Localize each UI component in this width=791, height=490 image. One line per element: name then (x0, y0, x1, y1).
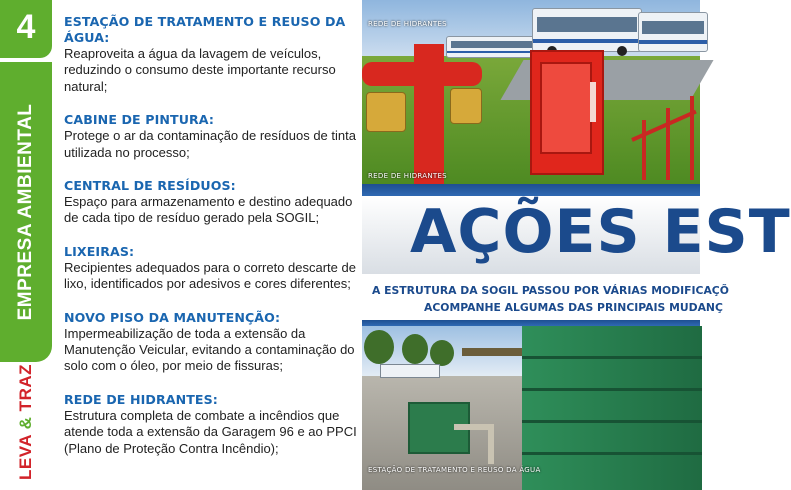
item-text: Impermeabilização de toda a extensão da Manutenção Veicular, evitando a contaminação do solo com o óleo, por meio de fissuras; (64, 325, 355, 374)
tree-image (364, 330, 394, 364)
item-heading: LIXEIRAS: (64, 243, 135, 259)
item-heading: ESTAÇÃO DE TRATAMENTO E REUSO DA ÁGUA: (64, 14, 346, 45)
green-tank (522, 326, 702, 490)
actions-list (64, 14, 358, 474)
item-heading: CENTRAL DE RESÍDUOS: (64, 178, 236, 194)
brand-left: LEVA (16, 434, 35, 481)
item-text: Reaproveita a água da lavagem de veículos, reduzindo o consumo deste importante recurso natural; (64, 46, 336, 94)
list-item (64, 14, 358, 95)
item-heading: NOVO PISO DA MANUTENÇÃO: (64, 309, 281, 325)
list-item (64, 178, 358, 227)
item-text: Estrutura completa de combate a incêndios que atende toda a extensão da Garagem 96 e ao PPCI (Plano de Proteção Contra Incêndio); (64, 407, 357, 456)
title-band (362, 184, 791, 326)
item-heading: REDE DE HIDRANTES: (64, 391, 218, 407)
brand-logo (16, 364, 36, 480)
list-item (64, 112, 358, 161)
hose-cabinet (530, 50, 604, 175)
item-text: Recipientes adequados para o correto descarte de lixo, identificados por adesivos e cores diferentes; (64, 259, 356, 292)
red-railing (632, 80, 702, 180)
hydrant-pipe (362, 62, 482, 86)
list-item (64, 244, 358, 293)
item-text: Espaço para armazenamento e destino adequado de cada tipo de resíduo gerado pela SOGIL; (64, 194, 353, 226)
subtitle-line-1: A ESTRUTURA DA SOGIL PASSOU POR VÁRIAS MODIFICAÇÕ (372, 284, 729, 297)
hydrant-coupling (366, 92, 406, 132)
bus-image (446, 36, 538, 58)
section-strip (0, 0, 52, 490)
list-item (64, 310, 358, 375)
photo-caption-top-bottom: REDE DE HIDRANTES (368, 172, 447, 180)
hydrant-photo (362, 0, 700, 184)
section-vertical-label: EMPRESA AMBIENTAL (15, 103, 36, 321)
water-treatment-photo (362, 326, 700, 490)
shelter-roof (462, 348, 530, 356)
photo-caption-bottom: ESTAÇÃO DE TRATAMENTO E REUSO DA ÁGUA (368, 466, 541, 474)
hydrant-coupling (450, 88, 482, 124)
section-number-box (0, 0, 52, 58)
brand-amp: & (16, 416, 35, 430)
bus-image (638, 12, 708, 52)
right-panel (362, 0, 791, 490)
brand-right: TRAZ (16, 363, 35, 412)
pipe (488, 424, 494, 464)
section-number: 4 (16, 8, 36, 46)
item-heading: CABINE DE PINTURA: (64, 112, 215, 128)
tree-image (402, 334, 428, 364)
page-title: AÇÕES EST (410, 197, 791, 267)
photo-caption-top: REDE DE HIDRANTES (368, 20, 447, 28)
bus-image (380, 364, 440, 378)
list-item (64, 392, 358, 457)
bus-image (532, 8, 642, 52)
item-text: Protege o ar da contaminação de resíduos de tinta utilizada no processo; (64, 128, 356, 160)
tree-image (430, 340, 454, 366)
subtitle-line-2: ACOMPANHE ALGUMAS DAS PRINCIPAIS MUDANÇ (424, 301, 723, 314)
title-top-rule (362, 184, 700, 196)
